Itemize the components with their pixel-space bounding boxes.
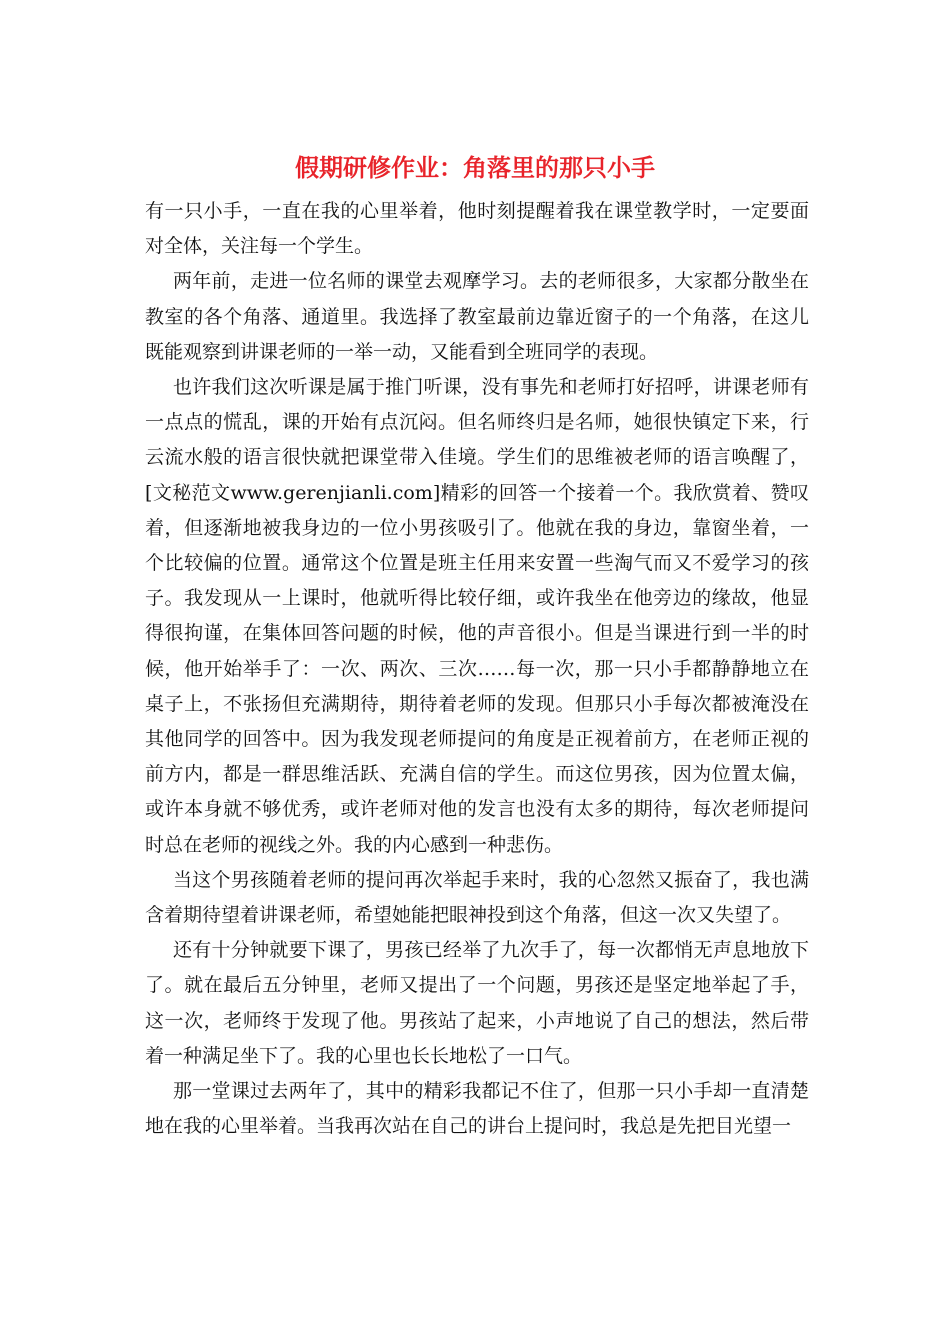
paragraph-3: 也许我们这次听课是属于推门听课，没有事先和老师打好招呼，讲课老师有一点点的慌乱，课的开始有点沉闷。但名师终归是名师，她很快镇定下来，行云流水般的语言很快就把课堂带入佳境。学生们的思维被老师的语言唤醒了，[文秘范文www.gerenjianli.com]精彩的回答一个接着一个。我欣赏着、赞叹着，但逐渐地被我身边的一位小男孩吸引了。他就在我的身边，靠窗坐着，一个比较偏的位置。通常这个位置是班主任用来安置一些淘气而又不爱学习的孩子。我发现从一上课时，他就听得比较仔细，或许我坐在他旁边的缘故，他显得很拘谨，在集体回答问题的时候，他的声音很小。但是当课进行到一半的时候，他开始举手了：一次、两次、三次……每一次，那一只小手都静静地立在桌子上，不张扬但充满期待，期待着老师的发现。但那只小手每次都被淹没在其他同学的回答中。因为我发现老师提问的角度是正视着前方，在老师正视的前方内，都是一群思维活跃、充满自信的学生。而这位男孩，因为位置太偏，或许本身就不够优秀，或许老师对他的发言也没有太多的期待，每次老师提问时总在老师的视线之外。我的内心感到一种悲伤。 — [145, 376, 809, 856]
paragraph-5: 还有十分钟就要下课了，男孩已经举了九次手了，每一次都悄无声息地放下了。就在最后五分钟里，老师又提出了一个问题，男孩还是坚定地举起了手，这一次，老师终于发现了他。男孩站了起来，小声地说了自己的想法，然后带着一种满足坐下了。我的心里也长长地松了一口气。 — [145, 939, 809, 1067]
document-body — [145, 194, 809, 1144]
paragraph-1: 有一只小手，一直在我的心里举着，他时刻提醒着我在课堂教学时，一定要面对全体，关注每一个学生。 — [145, 200, 809, 258]
paragraph-4: 当这个男孩随着老师的提问再次举起手来时，我的心忽然又振奋了，我也满含着期待望着讲课老师，希望她能把眼神投到这个角落，但这一次又失望了。 — [145, 868, 809, 927]
paragraph-2: 两年前，走进一位名师的课堂去观摩学习。去的老师很多，大家都分散坐在教室的各个角落、通道里。我选择了教室最前边靠近窗子的一个角落，在这儿既能观察到讲课老师的一举一动，又能看到全班同学的表现。 — [145, 270, 809, 363]
document-title: 假期研修作业：角落里的那只小手 — [295, 153, 655, 182]
paragraph-6: 那一堂课过去两年了，其中的精彩我都记不住了，但那一只小手却一直清楚地在我的心里举着。当我再次站在自己的讲台上提问时，我总是先把目光望一 — [145, 1080, 809, 1138]
